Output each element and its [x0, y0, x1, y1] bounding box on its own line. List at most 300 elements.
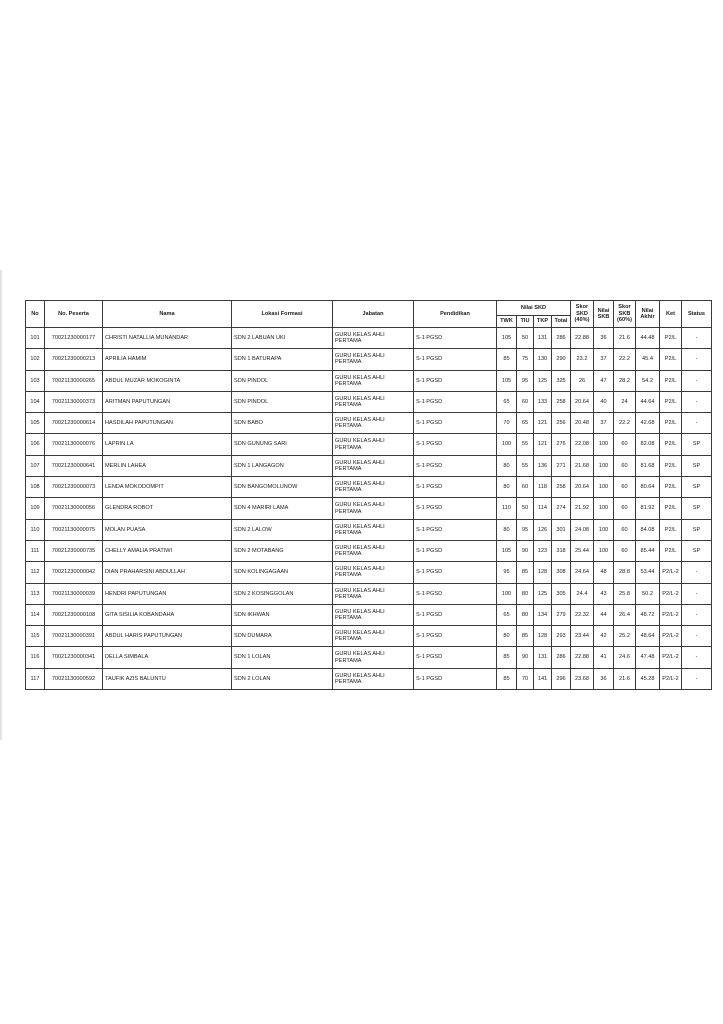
- cell-skor-skd: 23.44: [571, 626, 594, 647]
- cell-lokasi: SDN GUNUNG SARI: [232, 434, 333, 455]
- cell-jabatan: GURU KELAS AHLI PERTAMA: [333, 349, 414, 370]
- cell-tiu: 90: [517, 647, 534, 668]
- cell-skor-skb: 60: [614, 519, 636, 540]
- table-row: [26, 349, 712, 370]
- cell-jabatan: GURU KELAS AHLI PERTAMA: [333, 498, 414, 519]
- cell-lokasi: SDN PINDOL: [232, 370, 333, 391]
- cell-tiu: 65: [517, 413, 534, 434]
- cell-total: 305: [552, 583, 571, 604]
- cell-jabatan: GURU KELAS AHLI PERTAMA: [333, 370, 414, 391]
- cell-lokasi: SDN BANGOMOLUNOW: [232, 477, 333, 498]
- cell-no: 104: [26, 391, 45, 412]
- cell-nilai-akhir: 84.08: [636, 519, 660, 540]
- cell-status: -: [682, 583, 712, 604]
- cell-pendidikan: S-1 PGSD: [414, 391, 497, 412]
- cell-peserta: 70021130000265: [45, 370, 103, 391]
- cell-lokasi: SDN 4 MARIRI LAMA: [232, 498, 333, 519]
- cell-nama: ARITMAN PAPUTUNGAN: [103, 391, 232, 412]
- cell-nama: MERLIN LAHEA: [103, 455, 232, 476]
- cell-peserta: 70021130000075: [45, 519, 103, 540]
- cell-twk: 85: [497, 668, 517, 689]
- cell-twk: 80: [497, 519, 517, 540]
- cell-tiu: 75: [517, 349, 534, 370]
- cell-pendidikan: S-1 PGSD: [414, 498, 497, 519]
- cell-jabatan: GURU KELAS AHLI PERTAMA: [333, 604, 414, 625]
- cell-nama: LENDA MOKODOMPIT: [103, 477, 232, 498]
- cell-skor-skd: 23.68: [571, 668, 594, 689]
- cell-no: 117: [26, 668, 45, 689]
- cell-nilai-skb: 37: [594, 413, 614, 434]
- cell-lokasi: SDN 2 LABUAN UKI: [232, 328, 333, 349]
- cell-tiu: 60: [517, 391, 534, 412]
- results-table: [25, 300, 712, 690]
- table-row: [26, 498, 712, 519]
- cell-nilai-akhir: 44.48: [636, 328, 660, 349]
- cell-no: 101: [26, 328, 45, 349]
- cell-nilai-akhir: 42.68: [636, 413, 660, 434]
- header-twk: TWK: [497, 316, 517, 328]
- header-tkp: TKP: [534, 316, 552, 328]
- header-no: No: [26, 301, 45, 328]
- cell-pendidikan: S-1 PGSD: [414, 540, 497, 561]
- header-status: Status: [682, 301, 712, 328]
- cell-tiu: 95: [517, 370, 534, 391]
- cell-no: 103: [26, 370, 45, 391]
- cell-no: 114: [26, 604, 45, 625]
- cell-twk: 85: [497, 349, 517, 370]
- cell-nilai-akhir: 53.44: [636, 562, 660, 583]
- cell-tkp: 125: [534, 370, 552, 391]
- cell-jabatan: GURU KELAS AHLI PERTAMA: [333, 391, 414, 412]
- cell-twk: 100: [497, 434, 517, 455]
- cell-skor-skd: 21.68: [571, 455, 594, 476]
- cell-tkp: 121: [534, 413, 552, 434]
- cell-no: 102: [26, 349, 45, 370]
- cell-nilai-skb: 100: [594, 434, 614, 455]
- cell-tkp: 136: [534, 455, 552, 476]
- table-row: [26, 668, 712, 689]
- cell-tkp: 141: [534, 668, 552, 689]
- cell-skor-skb: 26.4: [614, 604, 636, 625]
- cell-skor-skd: 20.64: [571, 477, 594, 498]
- cell-no: 112: [26, 562, 45, 583]
- cell-nama: TAUFIK AZIS BALUNTU: [103, 668, 232, 689]
- cell-skor-skb: 24: [614, 391, 636, 412]
- cell-twk: 70: [497, 413, 517, 434]
- cell-skor-skb: 28.8: [614, 562, 636, 583]
- cell-skor-skb: 28.2: [614, 370, 636, 391]
- cell-lokasi: SDN IKHWAN: [232, 604, 333, 625]
- cell-tkp: 126: [534, 519, 552, 540]
- cell-tiu: 55: [517, 434, 534, 455]
- cell-tiu: 50: [517, 498, 534, 519]
- cell-twk: 80: [497, 455, 517, 476]
- cell-total: 279: [552, 604, 571, 625]
- cell-pendidikan: S-1 PGSD: [414, 477, 497, 498]
- cell-total: 271: [552, 455, 571, 476]
- cell-total: 293: [552, 626, 571, 647]
- cell-no: 109: [26, 498, 45, 519]
- cell-peserta: 70021230000735: [45, 540, 103, 561]
- cell-nama: DELLA SIMBALA: [103, 647, 232, 668]
- cell-jabatan: GURU KELAS AHLI PERTAMA: [333, 668, 414, 689]
- table-row: [26, 370, 712, 391]
- cell-ket: P2/L-2: [660, 583, 682, 604]
- cell-ket: P2/L-2: [660, 604, 682, 625]
- cell-status: -: [682, 413, 712, 434]
- cell-pendidikan: S-1 PGSD: [414, 455, 497, 476]
- cell-tkp: 131: [534, 328, 552, 349]
- table-row: [26, 540, 712, 561]
- cell-peserta: 70021230000073: [45, 477, 103, 498]
- cell-tkp: 114: [534, 498, 552, 519]
- cell-nama: GITA SISILIA KOBANDAHA: [103, 604, 232, 625]
- header-skor-skb: Skor SKB (60%): [614, 301, 636, 328]
- cell-no: 111: [26, 540, 45, 561]
- cell-pendidikan: S-1 PGSD: [414, 413, 497, 434]
- table-row: [26, 604, 712, 625]
- cell-total: 258: [552, 391, 571, 412]
- cell-tkp: 131: [534, 647, 552, 668]
- cell-pendidikan: S-1 PGSD: [414, 668, 497, 689]
- cell-no: 107: [26, 455, 45, 476]
- cell-jabatan: GURU KELAS AHLI PERTAMA: [333, 540, 414, 561]
- cell-skor-skd: 24.64: [571, 562, 594, 583]
- cell-status: -: [682, 668, 712, 689]
- cell-skor-skd: 25.44: [571, 540, 594, 561]
- cell-status: SP: [682, 519, 712, 540]
- cell-nilai-skb: 41: [594, 647, 614, 668]
- cell-total: 276: [552, 434, 571, 455]
- cell-tkp: 134: [534, 604, 552, 625]
- cell-tkp: 118: [534, 477, 552, 498]
- cell-tiu: 70: [517, 668, 534, 689]
- cell-skor-skb: 22.2: [614, 349, 636, 370]
- cell-status: -: [682, 626, 712, 647]
- results-table-container: [25, 300, 711, 690]
- cell-nilai-skb: 100: [594, 498, 614, 519]
- cell-nilai-skb: 36: [594, 328, 614, 349]
- cell-nilai-skb: 43: [594, 583, 614, 604]
- cell-peserta: 70021130000592: [45, 668, 103, 689]
- cell-skor-skd: 21.92: [571, 498, 594, 519]
- cell-peserta: 70021230000177: [45, 328, 103, 349]
- table-row: [26, 477, 712, 498]
- cell-tiu: 60: [517, 477, 534, 498]
- cell-skor-skd: 24.4: [571, 583, 594, 604]
- table-row: [26, 391, 712, 412]
- cell-skor-skd: 23.2: [571, 349, 594, 370]
- table-row: [26, 647, 712, 668]
- cell-lokasi: SDN DUMARA: [232, 626, 333, 647]
- cell-jabatan: GURU KELAS AHLI PERTAMA: [333, 519, 414, 540]
- cell-ket: P2/L-2: [660, 562, 682, 583]
- cell-jabatan: GURU KELAS AHLI PERTAMA: [333, 583, 414, 604]
- cell-tiu: 95: [517, 519, 534, 540]
- cell-total: 286: [552, 647, 571, 668]
- cell-total: 258: [552, 477, 571, 498]
- header-total: Total: [552, 316, 571, 328]
- cell-skor-skb: 21.6: [614, 328, 636, 349]
- cell-nilai-skb: 100: [594, 477, 614, 498]
- cell-nilai-skb: 40: [594, 391, 614, 412]
- cell-lokasi: SDN 2 KOSINGGOLAN: [232, 583, 333, 604]
- cell-peserta: 70021230000213: [45, 349, 103, 370]
- cell-nilai-akhir: 50.2: [636, 583, 660, 604]
- cell-tiu: 85: [517, 626, 534, 647]
- cell-nilai-akhir: 85.44: [636, 540, 660, 561]
- cell-lokasi: SDN BABO: [232, 413, 333, 434]
- cell-total: 286: [552, 328, 571, 349]
- cell-nilai-akhir: 47.48: [636, 647, 660, 668]
- cell-nama: MOLAN PUASA: [103, 519, 232, 540]
- cell-skor-skd: 22.88: [571, 647, 594, 668]
- cell-ket: P2/L: [660, 370, 682, 391]
- cell-skor-skd: 22.08: [571, 434, 594, 455]
- cell-status: SP: [682, 540, 712, 561]
- cell-status: -: [682, 328, 712, 349]
- cell-ket: P2/L-2: [660, 626, 682, 647]
- cell-no: 115: [26, 626, 45, 647]
- cell-nama: GLENDRA ROBOT: [103, 498, 232, 519]
- cell-ket: P2/L: [660, 498, 682, 519]
- table-row: [26, 434, 712, 455]
- cell-no: 106: [26, 434, 45, 455]
- cell-skor-skd: 22.32: [571, 604, 594, 625]
- cell-nilai-akhir: 48.72: [636, 604, 660, 625]
- cell-total: 290: [552, 349, 571, 370]
- cell-lokasi: SDN 2 LOLAN: [232, 668, 333, 689]
- cell-nilai-skb: 37: [594, 349, 614, 370]
- cell-peserta: 70021230000641: [45, 455, 103, 476]
- cell-pendidikan: S-1 PGSD: [414, 626, 497, 647]
- table-row: [26, 626, 712, 647]
- cell-skor-skb: 24.6: [614, 647, 636, 668]
- table-header: [26, 301, 712, 328]
- cell-nama: HASDILAH PAPUTUNGAN: [103, 413, 232, 434]
- cell-no: 105: [26, 413, 45, 434]
- cell-lokasi: SDN KOLINGAGAAN: [232, 562, 333, 583]
- cell-skor-skd: 22.88: [571, 328, 594, 349]
- cell-status: -: [682, 349, 712, 370]
- cell-nilai-skb: 100: [594, 540, 614, 561]
- cell-skor-skb: 60: [614, 498, 636, 519]
- cell-nilai-skb: 44: [594, 604, 614, 625]
- cell-nilai-akhir: 80.64: [636, 477, 660, 498]
- cell-peserta: 70021130000056: [45, 498, 103, 519]
- cell-tiu: 50: [517, 328, 534, 349]
- table-row: [26, 519, 712, 540]
- cell-tiu: 80: [517, 583, 534, 604]
- cell-lokasi: SDN PINDOL: [232, 391, 333, 412]
- cell-nilai-akhir: 81.92: [636, 498, 660, 519]
- cell-nilai-skb: 100: [594, 455, 614, 476]
- cell-twk: 80: [497, 626, 517, 647]
- cell-twk: 110: [497, 498, 517, 519]
- cell-tkp: 123: [534, 540, 552, 561]
- cell-tiu: 80: [517, 604, 534, 625]
- cell-skor-skb: 60: [614, 434, 636, 455]
- cell-total: 256: [552, 413, 571, 434]
- table-body: [26, 328, 712, 690]
- cell-peserta: 70021130000076: [45, 434, 103, 455]
- table-row: [26, 583, 712, 604]
- cell-twk: 105: [497, 328, 517, 349]
- header-nama: Nama: [103, 301, 232, 328]
- header-nilai-skb: Nilai SKB: [594, 301, 614, 328]
- cell-skor-skd: 20.48: [571, 413, 594, 434]
- cell-nama: LAPRIN LA: [103, 434, 232, 455]
- cell-status: SP: [682, 434, 712, 455]
- cell-tiu: 55: [517, 455, 534, 476]
- cell-nama: DIAN PRAHARSINI ABDULLAH: [103, 562, 232, 583]
- cell-nilai-akhir: 45.4: [636, 349, 660, 370]
- cell-no: 113: [26, 583, 45, 604]
- table-row: [26, 413, 712, 434]
- cell-ket: P2/L: [660, 540, 682, 561]
- cell-lokasi: SDN 1 LOLAN: [232, 647, 333, 668]
- cell-nama: APRILIA HAMIM: [103, 349, 232, 370]
- cell-ket: P2/L: [660, 477, 682, 498]
- cell-nilai-skb: 100: [594, 519, 614, 540]
- cell-tiu: 85: [517, 562, 534, 583]
- cell-skor-skd: 20.64: [571, 391, 594, 412]
- cell-nilai-akhir: 54.2: [636, 370, 660, 391]
- cell-peserta: 70021230000042: [45, 562, 103, 583]
- cell-twk: 65: [497, 391, 517, 412]
- cell-total: 296: [552, 668, 571, 689]
- cell-twk: 100: [497, 583, 517, 604]
- header-jabatan: Jabatan: [333, 301, 414, 328]
- cell-pendidikan: S-1 PGSD: [414, 370, 497, 391]
- cell-status: -: [682, 604, 712, 625]
- cell-skor-skb: 25.8: [614, 583, 636, 604]
- cell-ket: P2/L-2: [660, 647, 682, 668]
- cell-twk: 85: [497, 647, 517, 668]
- cell-pendidikan: S-1 PGSD: [414, 434, 497, 455]
- cell-peserta: 70021130000373: [45, 391, 103, 412]
- cell-jabatan: GURU KELAS AHLI PERTAMA: [333, 477, 414, 498]
- cell-skor-skb: 60: [614, 455, 636, 476]
- cell-ket: P2/L: [660, 349, 682, 370]
- cell-total: 325: [552, 370, 571, 391]
- header-peserta: No. Peserta: [45, 301, 103, 328]
- cell-ket: P2/L: [660, 455, 682, 476]
- cell-status: SP: [682, 455, 712, 476]
- cell-peserta: 70021130000039: [45, 583, 103, 604]
- cell-ket: P2/L: [660, 391, 682, 412]
- cell-nilai-akhir: 45.28: [636, 668, 660, 689]
- cell-pendidikan: S-1 PGSD: [414, 328, 497, 349]
- table-row: [26, 455, 712, 476]
- cell-peserta: 70021230000341: [45, 647, 103, 668]
- cell-jabatan: GURU KELAS AHLI PERTAMA: [333, 562, 414, 583]
- cell-ket: P2/L-2: [660, 668, 682, 689]
- cell-status: -: [682, 391, 712, 412]
- cell-nama: HENDRI PAPUTUNGAN: [103, 583, 232, 604]
- cell-twk: 80: [497, 477, 517, 498]
- cell-nilai-akhir: 81.68: [636, 455, 660, 476]
- scan-edge-shadow: [0, 270, 3, 740]
- cell-skor-skb: 22.2: [614, 413, 636, 434]
- cell-lokasi: SDN 1 BATURAPA: [232, 349, 333, 370]
- table-row: [26, 562, 712, 583]
- cell-pendidikan: S-1 PGSD: [414, 562, 497, 583]
- cell-tkp: 121: [534, 434, 552, 455]
- cell-total: 301: [552, 519, 571, 540]
- cell-nilai-akhir: 48.64: [636, 626, 660, 647]
- cell-status: -: [682, 562, 712, 583]
- header-nilai-akhir: Nilai Akhir: [636, 301, 660, 328]
- cell-twk: 105: [497, 370, 517, 391]
- cell-tkp: 128: [534, 626, 552, 647]
- cell-tiu: 90: [517, 540, 534, 561]
- cell-jabatan: GURU KELAS AHLI PERTAMA: [333, 455, 414, 476]
- cell-nama: CHELLY AMALIA PRATIWI: [103, 540, 232, 561]
- cell-peserta: 70021230000614: [45, 413, 103, 434]
- cell-nilai-akhir: 44.64: [636, 391, 660, 412]
- header-nilai-skd: Nilai SKD: [497, 301, 571, 316]
- cell-lokasi: SDN 1 LANGAGON: [232, 455, 333, 476]
- cell-pendidikan: S-1 PGSD: [414, 583, 497, 604]
- cell-skor-skb: 25.2: [614, 626, 636, 647]
- cell-skor-skd: 26: [571, 370, 594, 391]
- cell-tkp: 133: [534, 391, 552, 412]
- cell-nilai-skb: 48: [594, 562, 614, 583]
- cell-jabatan: GURU KELAS AHLI PERTAMA: [333, 413, 414, 434]
- cell-status: -: [682, 370, 712, 391]
- cell-jabatan: GURU KELAS AHLI PERTAMA: [333, 328, 414, 349]
- cell-nama: CHRISTI NATALLIA MUNANDAR: [103, 328, 232, 349]
- cell-ket: P2/L: [660, 413, 682, 434]
- cell-status: -: [682, 647, 712, 668]
- cell-ket: P2/L: [660, 328, 682, 349]
- cell-pendidikan: S-1 PGSD: [414, 519, 497, 540]
- cell-nilai-skb: 36: [594, 668, 614, 689]
- cell-nilai-skb: 42: [594, 626, 614, 647]
- cell-tkp: 125: [534, 583, 552, 604]
- header-lokasi: Lokasi Formasi: [232, 301, 333, 328]
- cell-tkp: 128: [534, 562, 552, 583]
- cell-peserta: 70021230000108: [45, 604, 103, 625]
- cell-no: 110: [26, 519, 45, 540]
- cell-twk: 65: [497, 604, 517, 625]
- cell-jabatan: GURU KELAS AHLI PERTAMA: [333, 626, 414, 647]
- cell-no: 108: [26, 477, 45, 498]
- header-tiu: TIU: [517, 316, 534, 328]
- cell-status: SP: [682, 498, 712, 519]
- cell-jabatan: GURU KELAS AHLI PERTAMA: [333, 434, 414, 455]
- cell-pendidikan: S-1 PGSD: [414, 604, 497, 625]
- header-ket: Ket: [660, 301, 682, 328]
- header-skor-skd: Skor SKD (40%): [571, 301, 594, 328]
- cell-lokasi: SDN 2 MOTABANG: [232, 540, 333, 561]
- cell-status: SP: [682, 477, 712, 498]
- cell-lokasi: SDN 2 LALOW: [232, 519, 333, 540]
- cell-total: 308: [552, 562, 571, 583]
- cell-nama: ABDUL HARIS PAPUTUNGAN: [103, 626, 232, 647]
- cell-total: 274: [552, 498, 571, 519]
- cell-nama: ABDUL MUZAR MOKOGINTA: [103, 370, 232, 391]
- cell-nilai-akhir: 82.08: [636, 434, 660, 455]
- cell-tkp: 130: [534, 349, 552, 370]
- cell-pendidikan: S-1 PGSD: [414, 647, 497, 668]
- header-pendidikan: Pendidikan: [414, 301, 497, 328]
- cell-twk: 95: [497, 562, 517, 583]
- cell-twk: 105: [497, 540, 517, 561]
- cell-ket: P2/L: [660, 519, 682, 540]
- cell-ket: P2/L: [660, 434, 682, 455]
